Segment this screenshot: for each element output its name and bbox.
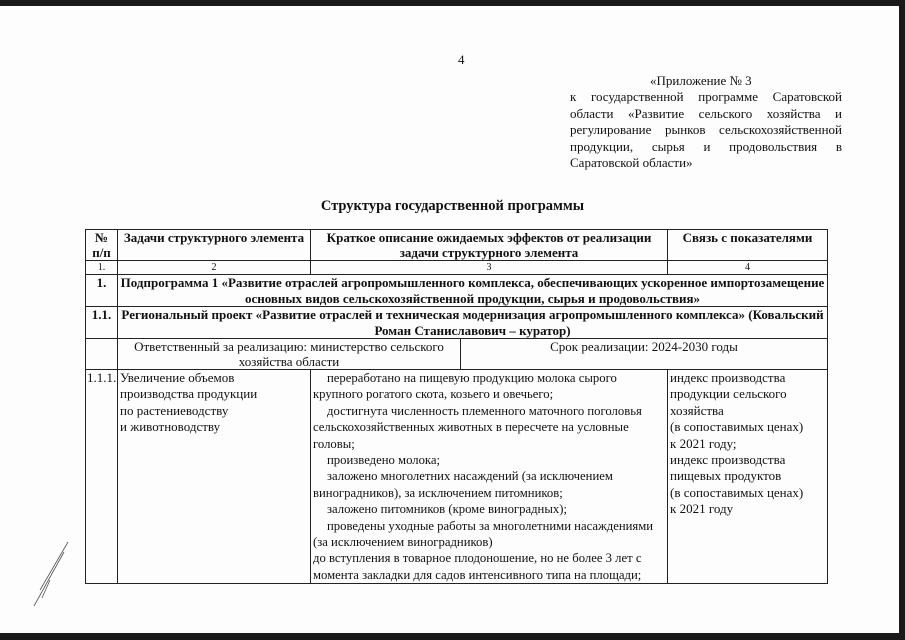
col-number-1: 1. (86, 261, 118, 275)
task-cell (118, 370, 311, 584)
subprogram-row (86, 275, 828, 307)
appendix-note (570, 73, 842, 171)
indicator-line: к 2021 году (670, 501, 734, 517)
subprogram-text: Подпрограмма 1 «Развитие отраслей агропромышленного комплекса, обеспечивающих ускоренное импортозамещение основных видов сельскохозяйственной продукции, сырья и продовольствия» (118, 275, 828, 307)
task-line: производства продукции (120, 386, 258, 402)
col-number-4: 4 (668, 261, 828, 275)
project-row (86, 307, 828, 339)
subprogram-num: 1. (86, 275, 118, 307)
col-number-2: 2 (118, 261, 311, 275)
task-line: по растениеводству (120, 402, 229, 418)
header-num: № п/п (86, 230, 118, 261)
header-indicators: Связь с показателями (668, 230, 828, 261)
period-text: Срок реализации: 2024-2030 годы (461, 339, 828, 370)
indicators-cell (668, 370, 828, 584)
scan-border-bottom (0, 633, 905, 640)
effects-cell (311, 370, 668, 584)
program-structure-table (85, 229, 828, 584)
effect-item: произведено молока; (327, 453, 441, 468)
responsible-empty (86, 339, 118, 370)
indicator-line: индекс производства (670, 452, 786, 468)
appendix-line1: «Приложение № 3 (650, 73, 752, 88)
indicator-line: продукции сельского (670, 386, 787, 402)
header-tasks: Задачи структурного элемента (118, 230, 311, 261)
effect-item: достигнута численность племенного маточного поголовья сельскохозяйственных животных в пересчете на условные головы; (313, 403, 642, 451)
project-text: Региональный проект «Развитие отраслей и техническая модернизация агропромышленного комплекса» (Ковальский Роман Станиславович – куратор) (118, 307, 828, 339)
document-title: Структура государственной программы (320, 198, 585, 214)
indicator-line: к 2021 году; (670, 435, 737, 451)
indicator-line: (в сопоставимых ценах) (670, 419, 804, 435)
effect-item: до вступления в товарное плодоношение, но не более 3 лет с момента закладки для садов интенсивного типа на площади; (313, 551, 642, 582)
table-header-row (86, 230, 828, 261)
indicator-line: (в сопоставимых ценах) (670, 484, 804, 500)
col-number-3: 3 (311, 261, 668, 275)
column-number-row (86, 261, 828, 275)
task-row (86, 370, 828, 584)
responsible-text: Ответственный за реализацию: министерство сельского хозяйства области (118, 339, 461, 370)
header-effects: Краткое описание ожидаемых эффектов от реализации задачи структурного элемента (311, 230, 668, 261)
task-num: 1.1.1. (86, 370, 118, 584)
page-number: 4 (458, 52, 465, 67)
task-line: Увеличение объемов (120, 370, 235, 385)
effect-item: переработано на пищевую продукцию молока сырого крупного рогатого скота, козьего и овечьего; (313, 371, 617, 402)
effect-item: заложено многолетних насаждений (за исключением виноградников), за исключением питомников; (313, 469, 613, 500)
appendix-rest: к государственной программе Саратовской области «Развитие сельского хозяйства и регулирование рынков сельскохозяйственной продукции, сырья и продовольствия в Саратовской области» (570, 89, 842, 171)
project-num: 1.1. (86, 307, 118, 339)
effect-item: заложено питомников (кроме виноградных); (327, 502, 567, 517)
pen-scratch-mark (30, 540, 70, 610)
effect-item: проведены уходные работы за многолетними насаждениями (за исключением виноградников) (313, 518, 654, 550)
indicator-line: пищевых продуктов (670, 468, 782, 484)
responsible-row (86, 339, 828, 370)
scan-border-right (899, 0, 905, 640)
indicator-line: индекс производства (670, 370, 786, 385)
indicator-line: хозяйства (670, 402, 724, 418)
task-line: и животноводству (120, 419, 221, 435)
scan-border-top (0, 0, 905, 6)
